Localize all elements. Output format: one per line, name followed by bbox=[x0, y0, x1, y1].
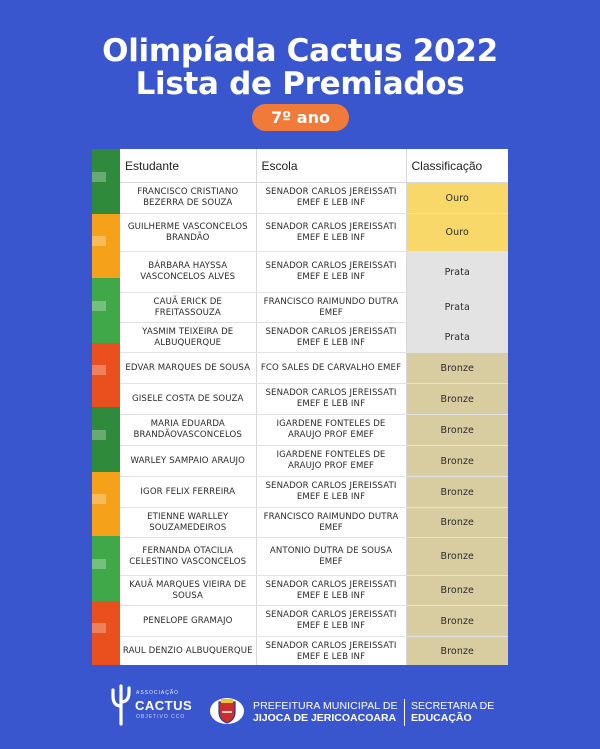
stripe-mark bbox=[92, 172, 106, 182]
municipal-crest-icon bbox=[209, 696, 245, 726]
page-title-line1: Olimpíada Cactus 2022 bbox=[102, 33, 498, 69]
student-name-cell: IGOR FELIX FERREIRA bbox=[120, 477, 256, 508]
classification-cell: Prata bbox=[406, 293, 508, 323]
school-cell: FRANCISCO RAIMUNDO DUTRA EMEF bbox=[256, 508, 406, 538]
table-row bbox=[120, 415, 508, 446]
school-cell: FCO SALES DE CARVALHO EMEF bbox=[256, 353, 406, 384]
table-row bbox=[120, 252, 508, 293]
student-name-cell: FRANCISCO CRISTIANO BEZERRA DE SOUZA bbox=[120, 183, 256, 214]
table-row bbox=[120, 538, 508, 576]
table-row bbox=[120, 606, 508, 637]
awards-card bbox=[92, 149, 508, 665]
student-name-cell: GUILHERME VASCONCELOS BRANDÃO bbox=[120, 214, 256, 252]
secretaria-line1: SECRETARIA DE bbox=[411, 700, 495, 712]
cactus-name: CACTUS bbox=[135, 698, 193, 713]
assoc-label: ASSOCIAÇÃO bbox=[136, 690, 180, 696]
student-name-cell: BÁRBARA HAYSSA VASCONCELOS ALVES bbox=[120, 252, 256, 293]
school-cell: SENADOR CARLOS JEREISSATI EMEF E LEB INF bbox=[256, 183, 406, 214]
classification-cell: Prata bbox=[406, 252, 508, 293]
classification-cell: Bronze bbox=[406, 384, 508, 415]
cactus-logo bbox=[108, 684, 204, 730]
student-name-cell: YASMIM TEIXEIRA DE ALBUQUERQUE bbox=[120, 323, 256, 353]
table-row bbox=[120, 323, 508, 353]
table-row bbox=[120, 576, 508, 606]
school-cell: SENADOR CARLOS JEREISSATI EMEF E LEB INF bbox=[256, 606, 406, 637]
school-cell: SENADOR CARLOS JEREISSATI EMEF E LEB INF bbox=[256, 384, 406, 415]
column-header-school: Escola bbox=[256, 149, 406, 183]
school-cell: IGARDENE FONTELES DE ARAUJO PROF EMEF bbox=[256, 446, 406, 477]
column-header-classification: Classificação bbox=[406, 149, 508, 183]
stripe-mark bbox=[92, 623, 106, 633]
school-cell: SENADOR CARLOS JEREISSATI EMEF E LEB INF bbox=[256, 214, 406, 252]
school-cell: ANTONIO DUTRA DE SOUSA EMEF bbox=[256, 538, 406, 576]
student-name-cell: WARLEY SAMPAIO ARAUJO bbox=[120, 446, 256, 477]
prefeitura-line1: PREFEITURA MUNICIPAL DE bbox=[253, 700, 398, 712]
table-row bbox=[120, 293, 508, 323]
student-name-cell: CAUÃ ERICK DE FREITASSOUZA bbox=[120, 293, 256, 323]
table-row bbox=[120, 384, 508, 415]
stripe-segment bbox=[92, 149, 120, 215]
school-cell: SENADOR CARLOS JEREISSATI EMEF E LEB INF bbox=[256, 323, 406, 353]
classification-cell: Bronze bbox=[406, 606, 508, 637]
column-header-student: Estudante bbox=[120, 149, 256, 183]
classification-cell: Bronze bbox=[406, 637, 508, 666]
school-cell: FRANCISCO RAIMUNDO DUTRA EMEF bbox=[256, 293, 406, 323]
stripe-segment bbox=[92, 601, 120, 666]
table-row bbox=[120, 183, 508, 214]
school-cell: SENADOR CARLOS JEREISSATI EMEF E LEB INF bbox=[256, 252, 406, 293]
grade-badge: 7º ano bbox=[252, 104, 349, 131]
stripe-mark bbox=[92, 494, 106, 504]
stripe-segment bbox=[92, 536, 120, 602]
classification-cell: Bronze bbox=[406, 415, 508, 446]
table-row bbox=[120, 477, 508, 508]
stripe-mark bbox=[92, 559, 106, 569]
classification-cell: Bronze bbox=[406, 477, 508, 508]
footer-divider bbox=[404, 699, 405, 726]
table-row bbox=[120, 214, 508, 252]
decorative-stripe bbox=[92, 149, 120, 665]
stripe-segment bbox=[92, 472, 120, 538]
student-name-cell: GISELE COSTA DE SOUZA bbox=[120, 384, 256, 415]
student-name-cell: RAUL DENZIO ALBUQUERQUE bbox=[120, 637, 256, 666]
table-row bbox=[120, 637, 508, 666]
table-row bbox=[120, 446, 508, 477]
stripe-segment bbox=[92, 278, 120, 344]
stripe-mark bbox=[92, 301, 106, 311]
stripe-segment bbox=[92, 214, 120, 280]
classification-cell: Bronze bbox=[406, 576, 508, 606]
school-cell: IGARDENE FONTELES DE ARAUJO PROF EMEF bbox=[256, 415, 406, 446]
student-name-cell: MARIA EDUARDA BRANDÃOVASCONCELOS bbox=[120, 415, 256, 446]
footer bbox=[0, 684, 600, 734]
classification-cell: Bronze bbox=[406, 538, 508, 576]
student-name-cell: EDVAR MARQUES DE SOUSA bbox=[120, 353, 256, 384]
cactus-subtitle: OBJETIVO CCO bbox=[136, 714, 186, 720]
student-name-cell: KAUÃ MARQUES VIEIRA DE SOUSA bbox=[120, 576, 256, 606]
classification-cell: Ouro bbox=[406, 214, 508, 252]
classification-cell: Ouro bbox=[406, 183, 508, 214]
school-cell: SENADOR CARLOS JEREISSATI EMEF E LEB INF bbox=[256, 576, 406, 606]
stripe-mark bbox=[92, 430, 106, 440]
school-cell: SENADOR CARLOS JEREISSATI EMEF E LEB INF bbox=[256, 637, 406, 666]
school-cell: SENADOR CARLOS JEREISSATI EMEF E LEB INF bbox=[256, 477, 406, 508]
student-name-cell: ETIENNE WARLLEY SOUZAMEDEIROS bbox=[120, 508, 256, 538]
table-row bbox=[120, 353, 508, 384]
prefeitura-line2: JIJOCA DE JERICOACOARA bbox=[253, 712, 397, 724]
classification-cell: Bronze bbox=[406, 353, 508, 384]
cactus-icon bbox=[108, 684, 134, 726]
stripe-mark bbox=[92, 236, 106, 246]
student-name-cell: PENELOPE GRAMAJO bbox=[120, 606, 256, 637]
secretaria-line2: EDUCAÇÃO bbox=[411, 712, 472, 724]
classification-cell: Bronze bbox=[406, 508, 508, 538]
student-name-cell: FERNANDA OTACILIA CELESTINO VASCONCELOS bbox=[120, 538, 256, 576]
awards-table bbox=[120, 149, 508, 665]
table-row bbox=[120, 508, 508, 538]
stripe-mark bbox=[92, 365, 106, 375]
classification-cell: Prata bbox=[406, 323, 508, 353]
stripe-segment bbox=[92, 343, 120, 409]
classification-cell: Bronze bbox=[406, 446, 508, 477]
table-header-row bbox=[120, 149, 508, 183]
page-title-line2: Lista de Premiados bbox=[135, 66, 465, 102]
table-body bbox=[120, 183, 508, 666]
stripe-segment bbox=[92, 407, 120, 473]
